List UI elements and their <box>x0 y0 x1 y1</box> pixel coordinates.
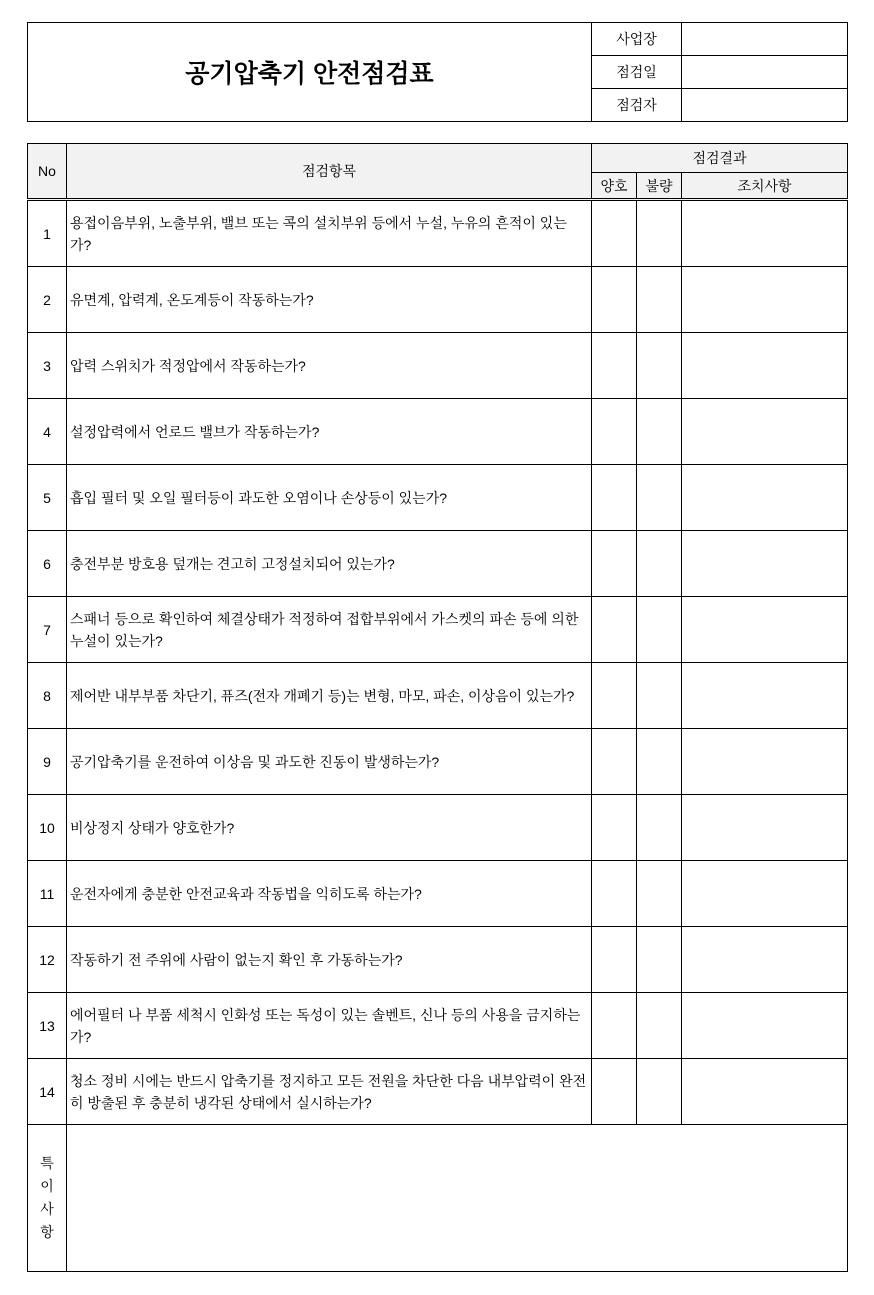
item-text: 작동하기 전 주위에 사람이 없는지 확인 후 가동하는가? <box>67 927 592 993</box>
item-number: 5 <box>28 465 67 531</box>
item-number: 12 <box>28 927 67 993</box>
bad-cell[interactable] <box>637 333 682 399</box>
site-label: 사업장 <box>592 23 682 56</box>
bad-cell[interactable] <box>637 927 682 993</box>
item-number: 9 <box>28 729 67 795</box>
action-cell[interactable] <box>682 927 848 993</box>
action-cell[interactable] <box>682 663 848 729</box>
table-row <box>28 333 848 399</box>
good-cell[interactable] <box>592 993 637 1059</box>
bad-cell[interactable] <box>637 795 682 861</box>
inspector-field[interactable] <box>682 89 848 122</box>
inspector-label: 점검자 <box>592 89 682 122</box>
action-cell[interactable] <box>682 200 848 267</box>
action-cell[interactable] <box>682 861 848 927</box>
action-cell[interactable] <box>682 597 848 663</box>
action-cell[interactable] <box>682 531 848 597</box>
remarks-field[interactable] <box>67 1125 848 1272</box>
header-table <box>27 22 848 122</box>
item-number: 10 <box>28 795 67 861</box>
result-header: 점검결과 <box>592 144 848 173</box>
good-cell[interactable] <box>592 861 637 927</box>
item-number: 13 <box>28 993 67 1059</box>
good-cell[interactable] <box>592 267 637 333</box>
item-text: 충전부분 방호용 덮개는 견고히 고정설치되어 있는가? <box>67 531 592 597</box>
item-text: 용접이음부위, 노출부위, 밸브 또는 콕의 설치부위 등에서 누설, 누유의 흔적이 있는가? <box>67 200 592 267</box>
action-cell[interactable] <box>682 465 848 531</box>
table-row <box>28 531 848 597</box>
remarks-label-char: 특 <box>40 1155 54 1171</box>
action-cell[interactable] <box>682 333 848 399</box>
bad-cell[interactable] <box>637 200 682 267</box>
good-cell[interactable] <box>592 663 637 729</box>
table-row <box>28 993 848 1059</box>
table-row <box>28 861 848 927</box>
action-cell[interactable] <box>682 1059 848 1125</box>
table-row <box>28 399 848 465</box>
item-text: 제어반 내부부품 차단기, 퓨즈(전자 개폐기 등)는 변형, 마모, 파손, 이상음이 있는가? <box>67 663 592 729</box>
remarks-label-char: 사 <box>40 1201 54 1217</box>
item-number: 1 <box>28 200 67 267</box>
action-cell[interactable] <box>682 267 848 333</box>
item-text: 설정압력에서 언로드 밸브가 작동하는가? <box>67 399 592 465</box>
item-text: 유면계, 압력계, 온도계등이 작동하는가? <box>67 267 592 333</box>
table-row <box>28 597 848 663</box>
good-cell[interactable] <box>592 200 637 267</box>
good-cell[interactable] <box>592 927 637 993</box>
item-text: 공기압축기를 운전하여 이상음 및 과도한 진동이 발생하는가? <box>67 729 592 795</box>
item-header: 점검항목 <box>67 144 592 200</box>
good-cell[interactable] <box>592 795 637 861</box>
item-text: 에어필터 나 부품 세척시 인화성 또는 독성이 있는 솔벤트, 신나 등의 사용을 금지하는가? <box>67 993 592 1059</box>
checklist-table <box>27 143 848 1272</box>
bad-cell[interactable] <box>637 1059 682 1125</box>
item-number: 4 <box>28 399 67 465</box>
good-cell[interactable] <box>592 333 637 399</box>
item-text: 청소 정비 시에는 반드시 압축기를 정지하고 모든 전원을 차단한 다음 내부압력이 완전히 방출된 후 충분히 냉각된 상태에서 실시하는가? <box>67 1059 592 1125</box>
item-text: 압력 스위치가 적정압에서 작동하는가? <box>67 333 592 399</box>
item-text: 스패너 등으로 확인하여 체결상태가 적정하여 접합부위에서 가스켓의 파손 등에 의한 누설이 있는가? <box>67 597 592 663</box>
action-cell[interactable] <box>682 795 848 861</box>
item-number: 2 <box>28 267 67 333</box>
item-number: 3 <box>28 333 67 399</box>
action-cell[interactable] <box>682 729 848 795</box>
item-number: 7 <box>28 597 67 663</box>
bad-cell[interactable] <box>637 531 682 597</box>
good-cell[interactable] <box>592 465 637 531</box>
item-text: 흡입 필터 및 오일 필터등이 과도한 오염이나 손상등이 있는가? <box>67 465 592 531</box>
bad-cell[interactable] <box>637 729 682 795</box>
table-row <box>28 729 848 795</box>
date-label: 점검일 <box>592 56 682 89</box>
table-row <box>28 1059 848 1125</box>
good-cell[interactable] <box>592 531 637 597</box>
bad-cell[interactable] <box>637 663 682 729</box>
action-cell[interactable] <box>682 993 848 1059</box>
action-header: 조치사항 <box>682 173 848 200</box>
good-header: 양호 <box>592 173 637 200</box>
item-number: 14 <box>28 1059 67 1125</box>
item-number: 6 <box>28 531 67 597</box>
item-number: 8 <box>28 663 67 729</box>
no-header: No <box>28 144 67 200</box>
table-row <box>28 795 848 861</box>
bad-cell[interactable] <box>637 861 682 927</box>
item-text: 운전자에게 충분한 안전교육과 작동법을 익히도록 하는가? <box>67 861 592 927</box>
table-row <box>28 465 848 531</box>
table-row <box>28 927 848 993</box>
remarks-label-char: 항 <box>40 1224 54 1240</box>
table-row <box>28 663 848 729</box>
bad-cell[interactable] <box>637 993 682 1059</box>
item-text: 비상정지 상태가 양호한가? <box>67 795 592 861</box>
date-field[interactable] <box>682 56 848 89</box>
bad-cell[interactable] <box>637 399 682 465</box>
item-number: 11 <box>28 861 67 927</box>
bad-header: 불량 <box>637 173 682 200</box>
page-title: 공기압축기 안전점검표 <box>28 23 592 122</box>
site-field[interactable] <box>682 23 848 56</box>
good-cell[interactable] <box>592 1059 637 1125</box>
bad-cell[interactable] <box>637 267 682 333</box>
remarks-label-char: 이 <box>40 1178 54 1194</box>
bad-cell[interactable] <box>637 597 682 663</box>
action-cell[interactable] <box>682 399 848 465</box>
good-cell[interactable] <box>592 597 637 663</box>
remarks-label <box>28 1125 67 1272</box>
good-cell[interactable] <box>592 399 637 465</box>
table-row <box>28 200 848 267</box>
good-cell[interactable] <box>592 729 637 795</box>
bad-cell[interactable] <box>637 465 682 531</box>
table-row <box>28 267 848 333</box>
